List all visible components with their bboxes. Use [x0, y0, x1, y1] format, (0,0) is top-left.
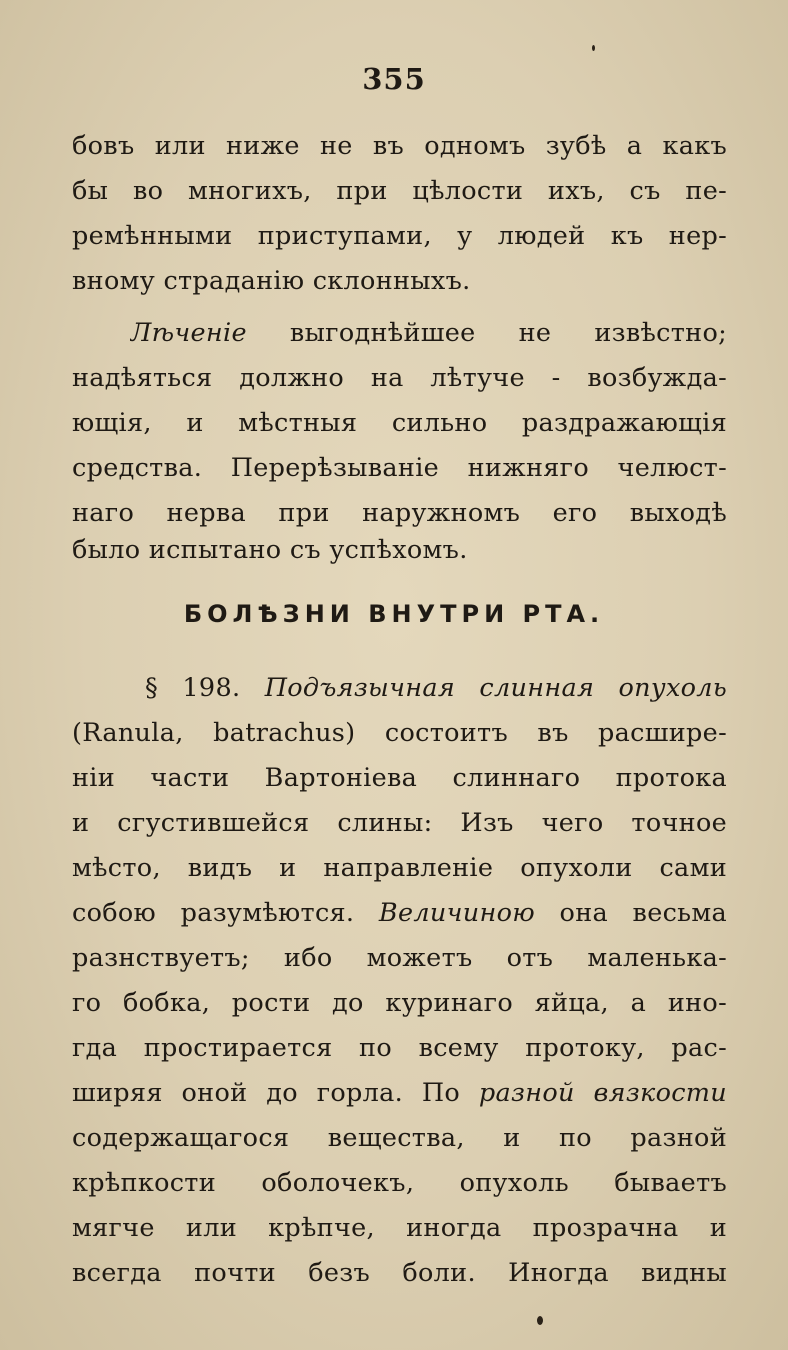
text-line: [130, 313, 727, 353]
text-line: бовъ или ниже не въ одномъ зубѣ а какъ: [72, 131, 727, 161]
ink-speck: [592, 45, 595, 51]
text-span: она весьма: [559, 898, 727, 928]
text-line: мѣсто, видъ и направленіе опухоли сами: [72, 853, 727, 883]
section-heading: БОЛѢЗНИ ВНУТРИ РТА.: [183, 600, 605, 628]
italic-term: Подъязычная слинная опухоль: [264, 673, 727, 703]
italic-term: Лѣченіе: [130, 318, 247, 348]
text-line: [72, 1073, 727, 1113]
text-line: всегда почти безъ боли. Иногда видны: [72, 1258, 727, 1288]
text-line: разнствуетъ; ибо можетъ отъ маленька-: [72, 943, 727, 973]
text-line: вному страданію склонныхъ.: [72, 266, 471, 296]
text-line: содержащагося вещества, и по разной: [72, 1123, 727, 1153]
text-line: надѣяться должно на лѣтуче - возбужда-: [72, 363, 727, 393]
italic-term: разной вязкости: [478, 1078, 727, 1108]
text-span: ширяя оной до горла. По: [72, 1078, 461, 1108]
text-line: крѣпкости оболочекъ, опухоль бываетъ: [72, 1168, 727, 1198]
text-line: мягче или крѣпче, иногда прозрачна и: [72, 1213, 727, 1243]
text-line: наго нерва при наружномъ его выходѣ: [72, 498, 727, 528]
section-mark: § 198.: [145, 673, 241, 703]
text-line: го бобка, рости до куринаго яйца, а ино-: [72, 988, 727, 1018]
text-line: средства. Перерѣзываніе нижняго челюст-: [72, 453, 727, 483]
text-line: [72, 893, 727, 933]
italic-term: Величиною: [378, 898, 535, 928]
text-line: было испытано съ успѣхомъ.: [72, 535, 468, 565]
text-line: [145, 668, 727, 708]
text-line: и сгустившейся слины: Изъ чего точное: [72, 808, 727, 838]
text-span: выгоднѣйшее не извѣстно;: [289, 318, 727, 348]
text-line: ющія, и мѣстныя сильно раздражающія: [72, 408, 727, 438]
text-line: бы во многихъ, при цѣлости ихъ, съ пе-: [72, 176, 727, 206]
text-span: собою разумѣются.: [72, 898, 355, 928]
page-number: 355: [362, 62, 426, 96]
text-line: (Ranula, batrachus) состоитъ въ расшире-: [72, 718, 727, 748]
text-line: ніи части Вартоніева слиннаго протока: [72, 763, 727, 793]
ink-speck: [537, 1316, 543, 1325]
text-line: гда простирается по всему протоку, рас-: [72, 1033, 727, 1063]
text-line: ремѣнными приступами, у людей къ нер-: [72, 221, 727, 251]
